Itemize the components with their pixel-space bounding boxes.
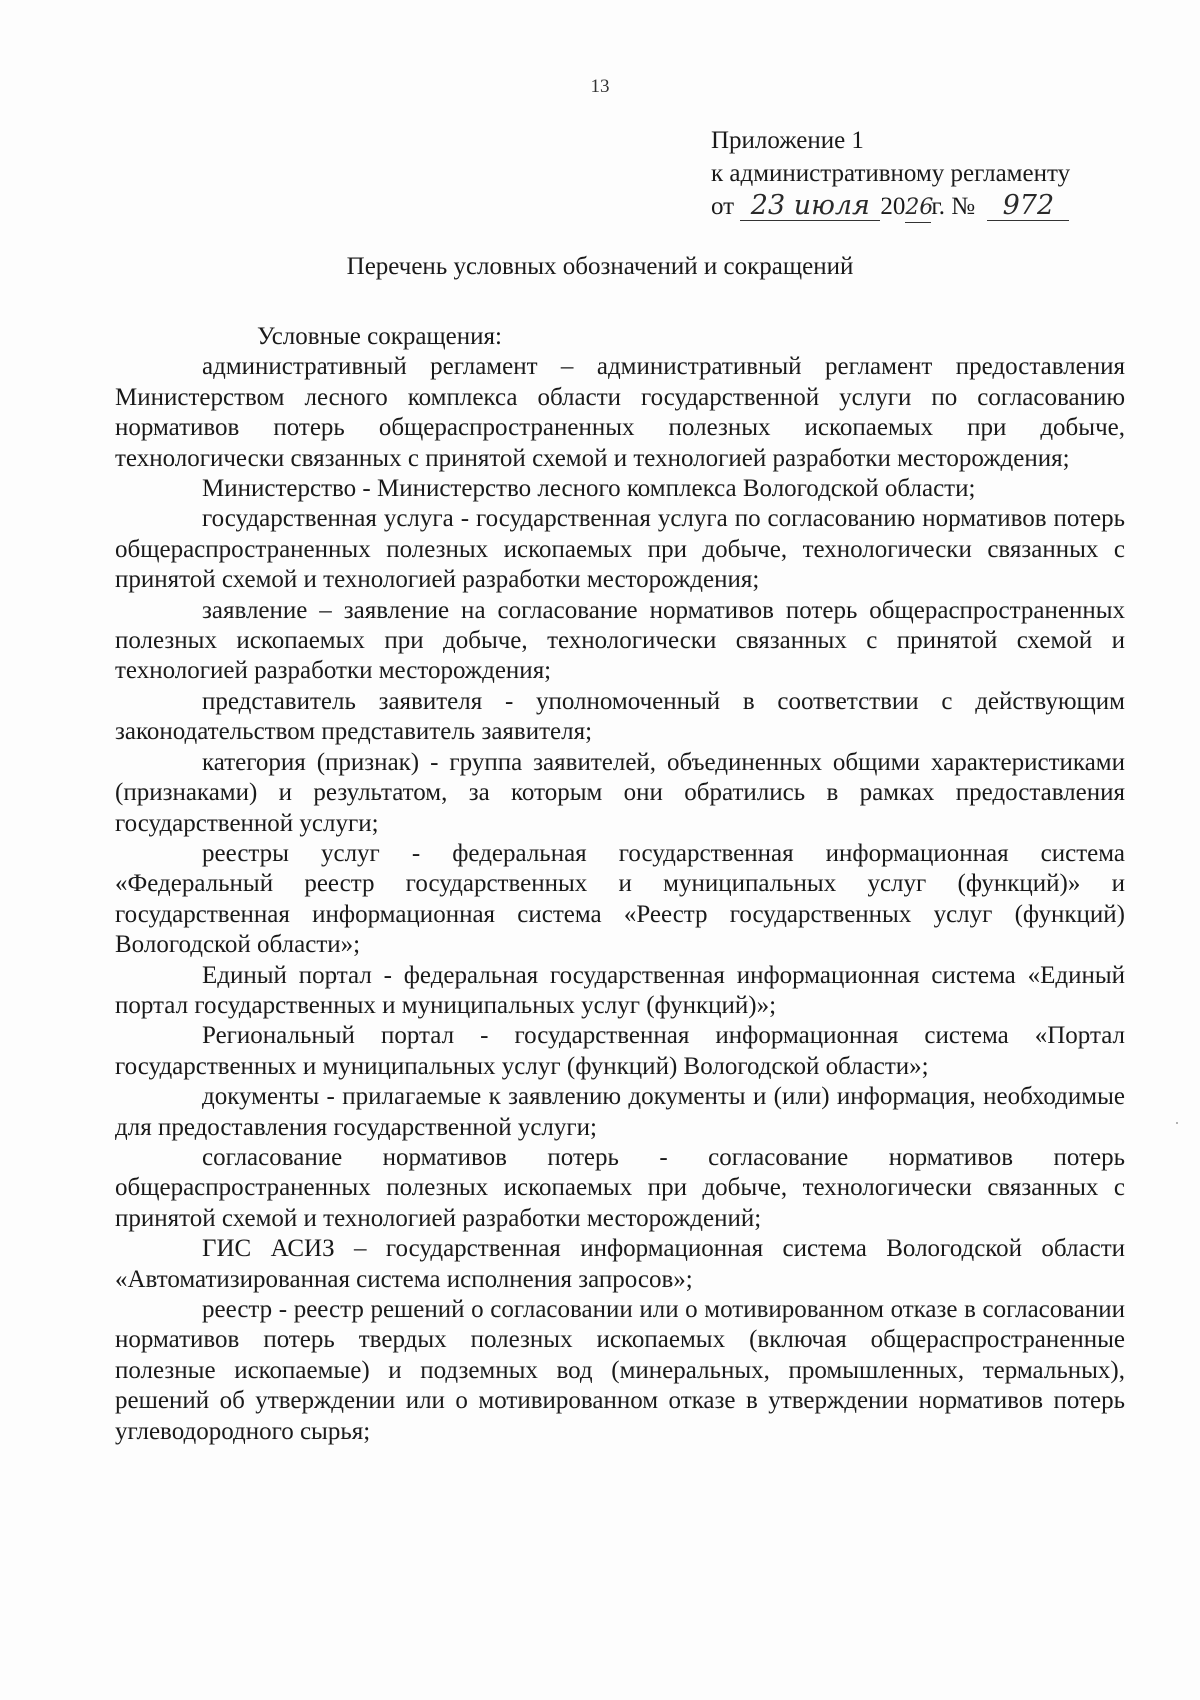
definition-item: Региональный портал - государственная информационная система «Портал государственных и муниципальных услуг (функций) Вологодской области»; [115,1022,1125,1080]
appendix-title: Приложение 1 [711,127,864,154]
definition-item: категория (признак) - группа заявителей, объединенных общими характеристиками (признаками) и результатом, за которым они обратились в рамках предоставления государственной услуги; [115,748,1125,837]
definitions-body [115,322,1125,1447]
handwritten-number: 972 [987,192,1069,221]
year-prefix: 20 [880,193,906,220]
year-suffix: г. № [931,193,976,220]
definition-item: Единый портал - федеральная государственная информационная система «Единый портал государственных и муниципальных услуг (функций)»; [115,961,1125,1019]
definition-item: государственная услуга - государственная услуга по согласованию нормативов потерь общераспространенных полезных ископаемых при добыче, технологически связанных с принятой схемой и технологией разработки месторождения; [115,505,1125,594]
appendix-date-line [711,190,1070,223]
appendix-header [711,124,1070,223]
definition-item: документы - прилагаемые к заявлению документы и (или) информация, необходимые для предоставления государственной услуги; [115,1083,1125,1141]
date-prefix: от [711,193,735,220]
appendix-reference: к административному регламенту [711,160,1071,187]
scan-speck [1176,1122,1178,1124]
definition-item: согласование нормативов потерь - согласование нормативов потерь общераспространенных полезных ископаемых при добыче, технологически связанных с принятой схемой и технологией разработки месторождений; [115,1143,1125,1232]
definition-item: заявление – заявление на согласование нормативов потерь общераспространенных полезных ископаемых при добыче, технологически связанных с принятой схемой и технологией разработки месторождения; [115,596,1125,685]
definition-item: Министерство - Министерство лесного комплекса Вологодской области; [202,475,976,503]
handwritten-date: 23 июля [740,192,880,221]
document-title: Перечень условных обозначений и сокращений [346,253,854,280]
definition-item: административный регламент – административный регламент предоставления Министерством лесного комплекса области государственной услуги по согласованию нормативов потерь общераспространенных полезных ископаемых при добыче, технологически связанных с принятой схемой и технологией разработки месторождения; [115,353,1125,472]
definition-item: представитель заявителя - уполномоченный в соответствии с действующим законодательством представитель заявителя; [115,687,1125,746]
subheading: Условные сокращения: [257,323,502,350]
definition-item: ГИС АСИЗ – государственная информационная система Вологодской области «Автоматизированная система исполнения запросов»; [115,1235,1125,1293]
definition-item: реестры услуг - федеральная государственная информационная система «Федеральный реестр государственных и муниципальных услуг (функций)» и государственная информационная система «Реестр государственных услуг (функций) Вологодской области»; [115,839,1125,959]
page-number: 13 [590,76,610,97]
handwritten-year: 26 [905,194,931,223]
definition-item: реестр - реестр решений о согласовании или о мотивированном отказе в согласовании нормативов потерь твердых полезных ископаемых (включая общераспространенные полезные ископаемые) и подземных вод (минеральных, промышленных, термальных), решений об утверждении или о мотивированном отказе в утверждении нормативов потерь углеводородного сырья; [115,1296,1125,1445]
